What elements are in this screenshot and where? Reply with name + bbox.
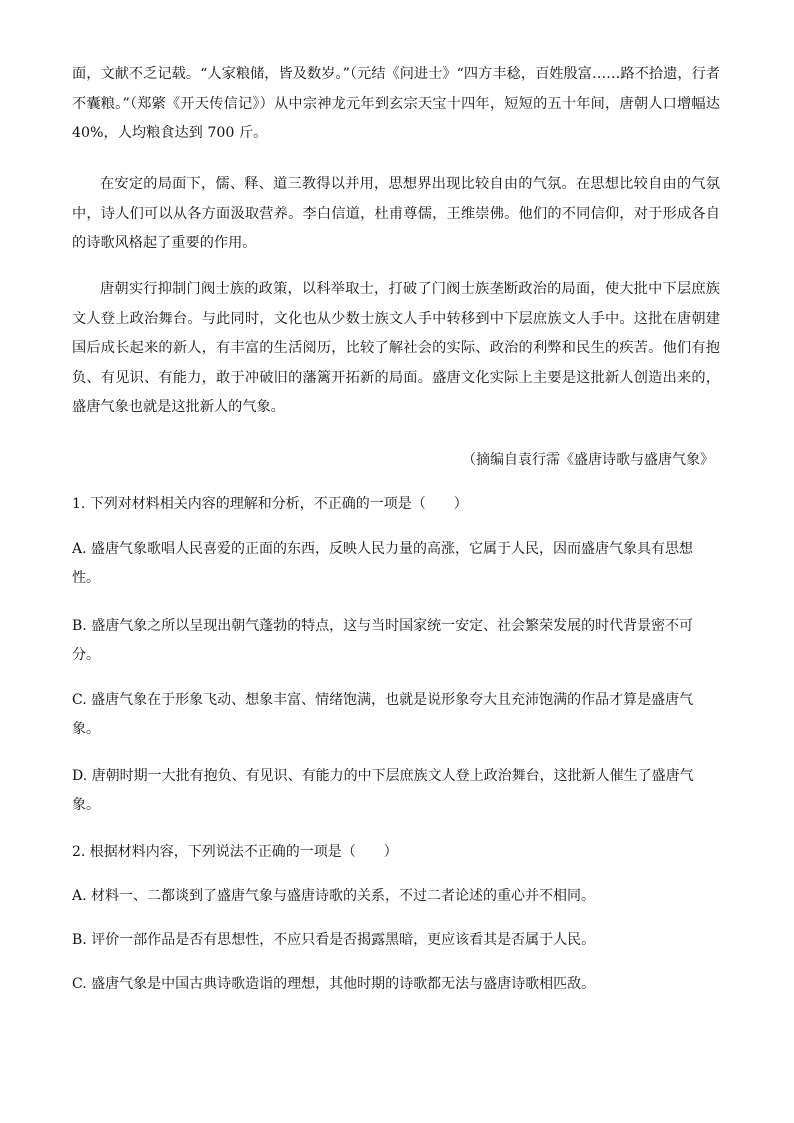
question-2-option-c: C. 盛唐气象是中国古典诗歌造诣的理想，其他时期的诗歌都无法与盛唐诗歌相匹敌。 xyxy=(72,976,596,992)
question-1-stem: 1. 下列对材料相关内容的理解和分析，不正确的一项是（ ） xyxy=(72,496,468,512)
question-1-option-c: C. 盛唐气象在于形象飞动、想象丰富、情绪饱满，也就是说形象夸大且充沛饱满的作品才算是盛唐气象。 xyxy=(72,692,694,737)
passage-paragraph-2: 在安定的局面下，儒、释、道三教得以并用，思想界出现比较自由的气氛。在思想比较自由的气氛中，诗人们可以从各方面汲取营养。李白信道，杜甫尊儒，王维崇佛。他们的不同信仰，对于形成各自的诗歌风格起了重要的作用。 xyxy=(72,176,720,251)
question-1-option-a: A. 盛唐气象歌唱人民喜爱的正面的东西，反映人民力量的高涨，它属于人民，因而盛唐气象具有思想性。 xyxy=(72,541,694,586)
question-1-option-d: D. 唐朝时期一大批有抱负、有见识、有能力的中下层庶族文人登上政治舞台，这批新人催生了盛唐气象。 xyxy=(72,768,694,813)
question-2-option-a: A. 材料一、二都谈到了盛唐气象与盛唐诗歌的关系，不过二者论述的重心并不相同。 xyxy=(72,888,596,904)
passage-source: （摘编自袁行霈《盛唐诗歌与盛唐气象》 xyxy=(462,452,714,468)
question-1-option-b: B. 盛唐气象之所以呈现出朝气蓬勃的特点，这与当时国家统一安定、社会繁荣发展的时代背景密不可分。 xyxy=(72,618,694,663)
passage-paragraph-1: 面，文献不乏记载。“人家粮储，皆及数岁。”（元结《问进士》“四方丰稔，百姓殷富……路不拾遗，行者不囊粮。”（郑綮《开天传信记》）从中宗神龙元年到玄宗天宝十四年，短短的五十年间，唐朝人口增幅达 40%，人均粮食达到 700 斤。 xyxy=(72,66,720,141)
passage-paragraph-3: 唐朝实行抑制门阀士族的政策，以科举取士，打破了门阀士族垄断政治的局面，使大批中下层庶族文人登上政治舞台。与此同时，文化也从少数士族文人手中转移到中下层庶族文人手中。这批在唐朝建国后成长起来的新人，有丰富的生活阅历，比较了解社会的实际、政治的利弊和民生的疾苦。他们有抱负、有见识、有能力，敢于冲破旧的藩篱开拓新的局面。盛唐文化实际上主要是这批新人创造出来的，盛唐气象也就是这批新人的气象。 xyxy=(72,281,720,415)
question-2-option-b: B. 评价一部作品是否有思想性，不应只看是否揭露黑暗，更应该看其是否属于人民。 xyxy=(72,932,596,948)
question-2-stem: 2. 根据材料内容，下列说法不正确的一项是（ ） xyxy=(72,844,398,860)
